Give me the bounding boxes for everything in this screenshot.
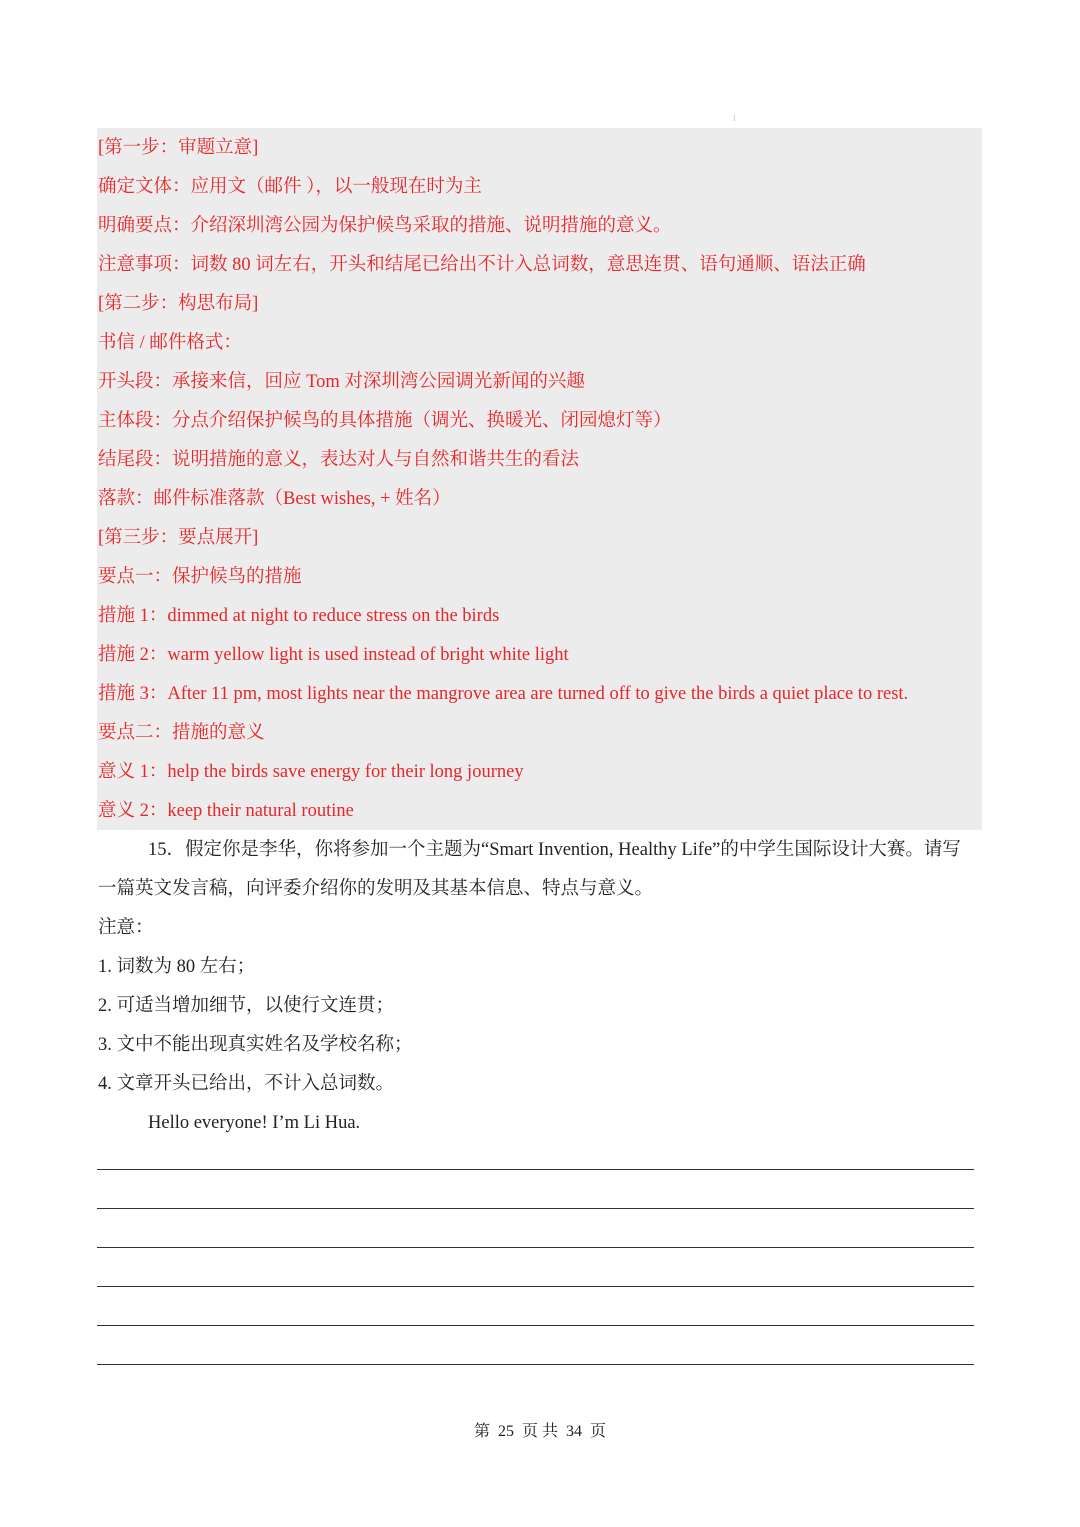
step3-heading: [第三步：要点展开] [98, 528, 259, 548]
dotted-marker: ⁝ [733, 113, 736, 123]
question-line-1: 15．假定你是李华，你将参加一个主题为“Smart Invention, Healthy Life”的中学生国际设计大赛。请写 [148, 840, 961, 860]
answer-writing-line[interactable] [97, 1247, 974, 1248]
ending-paragraph-line: 结尾段：说明措施的意义，表达对人与自然和谐共生的看法 [98, 450, 580, 470]
notice-title: 注意： [98, 918, 154, 938]
step1-heading: [第一步：审题立意] [98, 138, 259, 158]
question-line-2: 一篇英文发言稿，向评委介绍你的发明及其基本信息、特点与意义。 [98, 879, 654, 899]
genre-line: 确定文体：应用文（邮件 ），以一般现在时为主 [98, 177, 482, 197]
key-points-line: 明确要点：介绍深圳湾公园为保护候鸟采取的措施、说明措施的意义。 [98, 216, 672, 236]
page-total: 34 [566, 1423, 582, 1440]
measure2-line: 措施 2：warm yellow light is used instead of bright white light [98, 645, 569, 665]
answer-writing-line[interactable] [97, 1286, 974, 1287]
measure3-line: 措施 3：After 11 pm, most lights near the mangrove area are turned off to give the birds a quiet place to rest. [98, 684, 909, 704]
step2-heading: [第二步：构思布局] [98, 294, 259, 314]
answer-writing-line[interactable] [97, 1325, 974, 1326]
notice-item-1: 1. 词数为 80 左右； [98, 957, 256, 977]
notice-item-4: 4. 文章开头已给出，不计入总词数。 [98, 1074, 395, 1094]
notice-item-2: 2. 可适当增加细节，以使行文连贯； [98, 996, 395, 1016]
meaning2-line: 意义 2：keep their natural routine [98, 801, 354, 821]
page-footer [0, 1418, 1080, 1441]
opening-paragraph-line: 开头段：承接来信，回应 Tom 对深圳湾公园调光新闻的兴趣 [98, 372, 585, 392]
point2-line: 要点二：措施的意义 [98, 723, 265, 743]
answer-writing-line[interactable] [97, 1169, 974, 1170]
meaning1-line: 意义 1：help the birds save energy for their long journey [98, 762, 524, 782]
point1-line: 要点一：保护候鸟的措施 [98, 567, 302, 587]
essay-opening-line: Hello everyone! I’m Li Hua. [148, 1113, 361, 1133]
body-paragraph-line: 主体段：分点介绍保护候鸟的具体措施（调光、换暖光、闭园熄灯等） [98, 411, 672, 431]
footer-label-page: 第 [473, 1423, 490, 1440]
measure1-line: 措施 1：dimmed at night to reduce stress on the birds [98, 606, 500, 626]
format-line: 书信 / 邮件格式： [98, 333, 242, 353]
page-number: 25 [497, 1423, 514, 1440]
footer-label-of: 页 共 [521, 1423, 558, 1440]
answer-writing-line[interactable] [97, 1208, 974, 1209]
footer-label-end: 页 [590, 1423, 607, 1440]
signoff-line: 落款：邮件标准落款（Best wishes, + 姓名） [98, 489, 451, 509]
notice-item-3: 3. 文中不能出现真实姓名及学校名称； [98, 1035, 413, 1055]
answer-writing-line[interactable] [97, 1364, 974, 1365]
notes-line: 注意事项：词数 80 词左右，开头和结尾已给出不计入总词数，意思连贯、语句通顺、语法正确 [98, 255, 866, 275]
